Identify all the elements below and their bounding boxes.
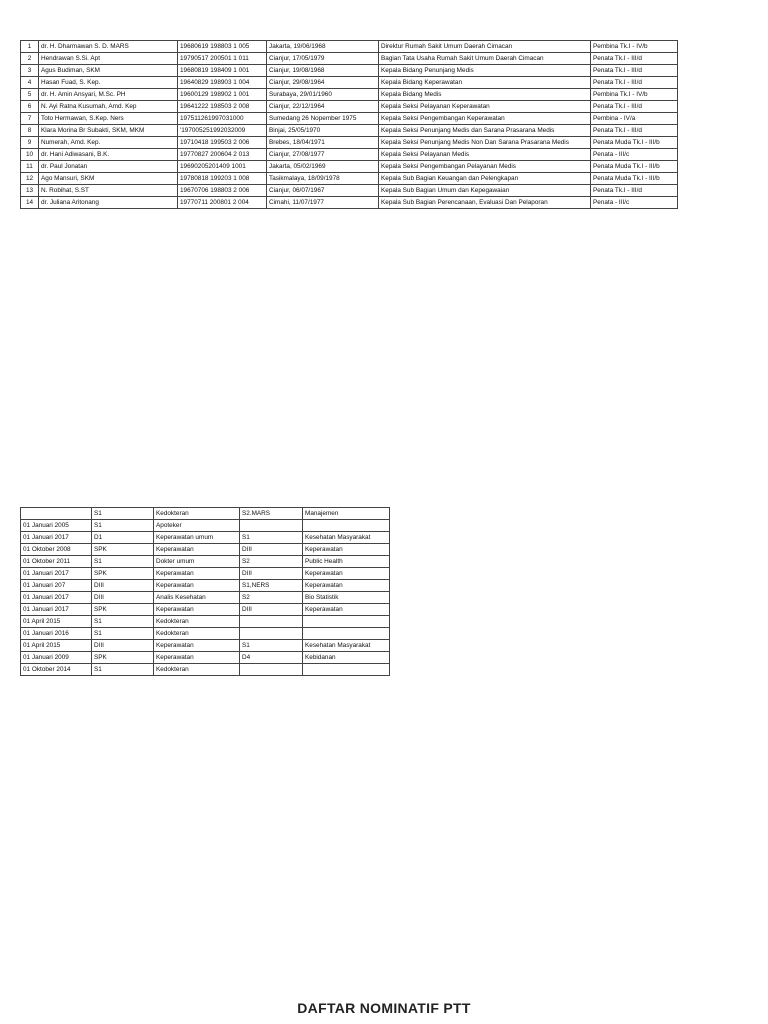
education-row — [21, 556, 390, 568]
education-row — [21, 508, 390, 520]
employee-row-name-cell: Toto Hermawan, S.Kep. Ners — [39, 113, 178, 125]
employee-row — [21, 89, 678, 101]
education-row — [21, 604, 390, 616]
employee-row-birth-cell: Cianjur, 19/08/1968 — [267, 65, 379, 77]
education-row-field1-cell: Keperawatan — [154, 640, 240, 652]
education-row — [21, 652, 390, 664]
education-row-date-cell: 01 Oktober 2011 — [21, 556, 92, 568]
education-row-level1-cell: S1 — [92, 508, 154, 520]
employee-row — [21, 173, 678, 185]
education-row-level2-cell: DIII — [240, 568, 303, 580]
employee-row-nip-cell: 19640829 198903 1 004 — [178, 77, 267, 89]
employee-row-no-cell: 9 — [21, 137, 39, 149]
education-row-date-cell: 01 April 2015 — [21, 640, 92, 652]
education-row-level1-cell: D1 — [92, 532, 154, 544]
employee-row-birth-cell: Cimahi, 11/07/1977 — [267, 197, 379, 209]
education-row — [21, 580, 390, 592]
education-row-date-cell — [21, 508, 92, 520]
education-row-level1-cell: DIII — [92, 640, 154, 652]
education-row-field1-cell: Keperawatan umum — [154, 532, 240, 544]
employee-row-rank-cell: Penata Muda Tk.I - III/b — [591, 173, 678, 185]
employee-row-name-cell: dr. H. Amin Ansyari, M.Sc. PH — [39, 89, 178, 101]
employee-row-no-cell: 1 — [21, 41, 39, 53]
education-row-level1-cell: S1 — [92, 520, 154, 532]
education-row-field2-cell: Manajemen — [303, 508, 390, 520]
education-row-date-cell: 01 April 2015 — [21, 616, 92, 628]
education-row-level2-cell: S2.MARS — [240, 508, 303, 520]
education-row-level2-cell: D4 — [240, 652, 303, 664]
education-table — [20, 507, 390, 676]
employee-row-position-cell: Direktur Rumah Sakit Umum Daerah Cimacan — [379, 41, 591, 53]
employee-row-position-cell: Kepala Sub Bagian Keuangan dan Pelengkapan — [379, 173, 591, 185]
education-row-field1-cell: Keperawatan — [154, 568, 240, 580]
education-row-level2-cell — [240, 664, 303, 676]
employee-row-nip-cell: '197005251992032009 — [178, 125, 267, 137]
education-row-field1-cell: Kedokteran — [154, 616, 240, 628]
employee-row-birth-cell: Cianjur, 06/07/1967 — [267, 185, 379, 197]
employee-row — [21, 161, 678, 173]
employee-row-name-cell: Hendrawan S.Si. Apt — [39, 53, 178, 65]
education-row-field2-cell — [303, 664, 390, 676]
employee-row-rank-cell: Pembina - IV/a — [591, 113, 678, 125]
employee-row — [21, 125, 678, 137]
education-row-field2-cell: Kebidanan — [303, 652, 390, 664]
employee-row — [21, 53, 678, 65]
education-row-field2-cell: Bio Statistik — [303, 592, 390, 604]
employee-row-rank-cell: Penata Tk.I - III/d — [591, 53, 678, 65]
education-row-date-cell: 01 Januari 2017 — [21, 592, 92, 604]
employee-row-position-cell: Kepala Seksi Pelayanan Keperawatan — [379, 101, 591, 113]
education-row-level1-cell: S1 — [92, 616, 154, 628]
education-row-field1-cell: Keperawatan — [154, 604, 240, 616]
education-row-date-cell: 01 Januari 2017 — [21, 568, 92, 580]
employee-row-nip-cell: 19670706 198803 2 006 — [178, 185, 267, 197]
education-row-level1-cell: DIII — [92, 592, 154, 604]
employee-row — [21, 197, 678, 209]
education-row-field1-cell: Kedokteran — [154, 628, 240, 640]
education-row-level1-cell: DIII — [92, 580, 154, 592]
education-row-field1-cell: Kedokteran — [154, 664, 240, 676]
education-row-date-cell: 01 Oktober 2008 — [21, 544, 92, 556]
employee-row-position-cell: Kepala Seksi Pelayanan Medis — [379, 149, 591, 161]
education-row — [21, 520, 390, 532]
education-row-field2-cell — [303, 628, 390, 640]
employee-table-body — [21, 41, 678, 209]
employee-row-name-cell: dr. Paul Jonatan — [39, 161, 178, 173]
employee-row-name-cell: Klara Morina Br Subakti, SKM, MKM — [39, 125, 178, 137]
employee-row-name-cell: dr. Hani Adiwasani, B.K. — [39, 149, 178, 161]
employee-row-birth-cell: Cianjur, 22/12/1964 — [267, 101, 379, 113]
education-row-field2-cell: Keperawatan — [303, 580, 390, 592]
education-row-level2-cell: S2 — [240, 556, 303, 568]
employee-row-position-cell: Bagian Tata Usaha Rumah Sakit Umum Daerah Cimacan — [379, 53, 591, 65]
employee-row-no-cell: 10 — [21, 149, 39, 161]
education-row-level1-cell: SPK — [92, 544, 154, 556]
employee-row-no-cell: 13 — [21, 185, 39, 197]
employee-row-birth-cell: Sumedang 26 Nopember 1975 — [267, 113, 379, 125]
education-row-field1-cell: Kedokteran — [154, 508, 240, 520]
employee-row-rank-cell: Pembina Tk.I - IV/b — [591, 41, 678, 53]
employee-row-birth-cell: Tasikmalaya, 18/09/1978 — [267, 173, 379, 185]
employee-row-no-cell: 11 — [21, 161, 39, 173]
employee-row-rank-cell: Penata Tk.I - III/d — [591, 77, 678, 89]
employee-row-name-cell: N. Robihat, S.ST — [39, 185, 178, 197]
employee-row-rank-cell: Penata Muda Tk.I - III/b — [591, 137, 678, 149]
employee-row-nip-cell: 19780818 199203 1 008 — [178, 173, 267, 185]
education-row-field2-cell: Public Health — [303, 556, 390, 568]
education-row-field2-cell — [303, 616, 390, 628]
employee-row-nip-cell: 197511261997031000 — [178, 113, 267, 125]
employee-row — [21, 77, 678, 89]
education-table-body — [21, 508, 390, 676]
employee-row-rank-cell: Penata - III/c — [591, 197, 678, 209]
education-row-field1-cell: Keperawatan — [154, 580, 240, 592]
employee-row-birth-cell: Binjai, 25/05/1970 — [267, 125, 379, 137]
education-row-field1-cell: Dokter umum — [154, 556, 240, 568]
employee-row-birth-cell: Surabaya, 29/01/1960 — [267, 89, 379, 101]
education-row — [21, 640, 390, 652]
employee-row — [21, 185, 678, 197]
education-row-level2-cell: DIII — [240, 604, 303, 616]
employee-row-position-cell: Kepala Bidang Keperawatan — [379, 77, 591, 89]
employee-row-position-cell: Kepala Seksi Penunjang Medis Non Dan Sarana Prasarana Medis — [379, 137, 591, 149]
employee-row-nip-cell: 19641222 198503 2 008 — [178, 101, 267, 113]
education-row-field2-cell — [303, 520, 390, 532]
employee-row — [21, 41, 678, 53]
employee-row-name-cell: Agus Budiman, SKM — [39, 65, 178, 77]
employee-row-nip-cell: 19770711 200801 2 004 — [178, 197, 267, 209]
education-row-level1-cell: S1 — [92, 664, 154, 676]
education-row-field2-cell: Keperawatan — [303, 604, 390, 616]
education-row-date-cell: 01 Januari 2009 — [21, 652, 92, 664]
employee-row-no-cell: 6 — [21, 101, 39, 113]
employee-row — [21, 101, 678, 113]
employee-row-no-cell: 8 — [21, 125, 39, 137]
employee-row-no-cell: 7 — [21, 113, 39, 125]
employee-row-rank-cell: Pembina Tk.I - IV/b — [591, 89, 678, 101]
employee-row-position-cell: Kepala Seksi Pengembangan Pelayanan Medis — [379, 161, 591, 173]
education-row-date-cell: 01 Januari 2005 — [21, 520, 92, 532]
education-row — [21, 532, 390, 544]
employee-row — [21, 149, 678, 161]
employee-row-name-cell: dr. Juliana Aritonang — [39, 197, 178, 209]
education-row-field2-cell: Keperawatan — [303, 568, 390, 580]
employee-row-birth-cell: Cianjur, 27/08/1977 — [267, 149, 379, 161]
education-row-level2-cell — [240, 520, 303, 532]
education-row-date-cell: 01 Januari 2017 — [21, 604, 92, 616]
employee-row-no-cell: 14 — [21, 197, 39, 209]
employee-row-name-cell: dr. H. Dharmawan S. D. MARS — [39, 41, 178, 53]
education-row-date-cell: 01 Januari 2017 — [21, 532, 92, 544]
employee-table — [20, 40, 678, 209]
employee-row-no-cell: 5 — [21, 89, 39, 101]
employee-row-position-cell: Kepala Seksi Pengembangan Keperawatan — [379, 113, 591, 125]
employee-row-no-cell: 12 — [21, 173, 39, 185]
employee-row-position-cell: Kepala Bidang Medis — [379, 89, 591, 101]
employee-row-position-cell: Kepala Sub Bagian Perencanaan, Evaluasi Dan Pelaporan — [379, 197, 591, 209]
education-row-field1-cell: Analis Kesehatan — [154, 592, 240, 604]
education-row-date-cell: 01 Januari 207 — [21, 580, 92, 592]
employee-row-no-cell: 2 — [21, 53, 39, 65]
education-row-level2-cell: S1 — [240, 640, 303, 652]
employee-row-nip-cell: 19770827 200604 2 013 — [178, 149, 267, 161]
employee-row-nip-cell: 19790517 200501 1 011 — [178, 53, 267, 65]
education-row — [21, 664, 390, 676]
education-row-level1-cell: SPK — [92, 604, 154, 616]
employee-row-no-cell: 4 — [21, 77, 39, 89]
education-row-level2-cell: S1 — [240, 532, 303, 544]
employee-row-birth-cell: Jakarta, 19/06/1968 — [267, 41, 379, 53]
employee-row-rank-cell: Penata Muda Tk.I - III/b — [591, 161, 678, 173]
employee-row-position-cell: Kepala Seksi Penunjang Medis dan Sarana Prasarana Medis — [379, 125, 591, 137]
employee-row-nip-cell: 19600129 198902 1 001 — [178, 89, 267, 101]
document-title: DAFTAR NOMINATIF PTT — [297, 1000, 471, 1016]
employee-row-rank-cell: Penata Tk.I - III/d — [591, 125, 678, 137]
education-row-level2-cell — [240, 628, 303, 640]
employee-row-name-cell: Hasan Fuad, S. Kep. — [39, 77, 178, 89]
employee-row-position-cell: Kepala Bidang Penunjang Medis — [379, 65, 591, 77]
employee-row-birth-cell: Cianjur, 29/08/1964 — [267, 77, 379, 89]
education-row — [21, 616, 390, 628]
employee-row-no-cell: 3 — [21, 65, 39, 77]
education-row-level2-cell: S1,NERS — [240, 580, 303, 592]
education-row-level1-cell: SPK — [92, 652, 154, 664]
education-row-date-cell: 01 Oktober 2014 — [21, 664, 92, 676]
employee-row-nip-cell: 19680819 198409 1 001 — [178, 65, 267, 77]
education-row — [21, 544, 390, 556]
employee-row-name-cell: Ago Mansuri, SKM — [39, 173, 178, 185]
employee-row-rank-cell: Penata Tk.I - III/d — [591, 65, 678, 77]
employee-row-birth-cell: Jakarta, 05/02/1969 — [267, 161, 379, 173]
employee-row-birth-cell: Cianjur, 17/05/1979 — [267, 53, 379, 65]
employee-row-rank-cell: Penata - III/c — [591, 149, 678, 161]
education-row-field1-cell: Keperawatan — [154, 652, 240, 664]
employee-row-rank-cell: Penata Tk.I - III/d — [591, 185, 678, 197]
education-row-level1-cell: SPK — [92, 568, 154, 580]
education-row-level1-cell: S1 — [92, 628, 154, 640]
employee-row-name-cell: N. Ayi Ratna Kusumah, Amd. Kep — [39, 101, 178, 113]
education-row-level2-cell: S2 — [240, 592, 303, 604]
employee-row — [21, 65, 678, 77]
employee-row — [21, 137, 678, 149]
education-row-field1-cell: Keperawatan — [154, 544, 240, 556]
employee-row-nip-cell: 19680619 198803 1 005 — [178, 41, 267, 53]
education-row-level2-cell — [240, 616, 303, 628]
employee-row-nip-cell: 19710418 199503 2 006 — [178, 137, 267, 149]
education-row — [21, 592, 390, 604]
education-row-field2-cell: Keperawatan — [303, 544, 390, 556]
education-row — [21, 568, 390, 580]
education-row-level2-cell: DIII — [240, 544, 303, 556]
education-row-date-cell: 01 Januari 2016 — [21, 628, 92, 640]
education-row-field1-cell: Apoteker — [154, 520, 240, 532]
employee-row-name-cell: Numerah, Amd. Kep. — [39, 137, 178, 149]
education-row-field2-cell: Kesehatan Masyarakat — [303, 532, 390, 544]
employee-row-birth-cell: Brebes, 18/04/1971 — [267, 137, 379, 149]
education-row-level1-cell: S1 — [92, 556, 154, 568]
employee-row-position-cell: Kepala Sub Bagian Umum dan Kepegawaian — [379, 185, 591, 197]
education-row — [21, 628, 390, 640]
employee-row-nip-cell: 19690205201409 1001 — [178, 161, 267, 173]
education-row-field2-cell: Kesehatan Masyarakat — [303, 640, 390, 652]
employee-row-rank-cell: Penata Tk.I - III/d — [591, 101, 678, 113]
employee-row — [21, 113, 678, 125]
